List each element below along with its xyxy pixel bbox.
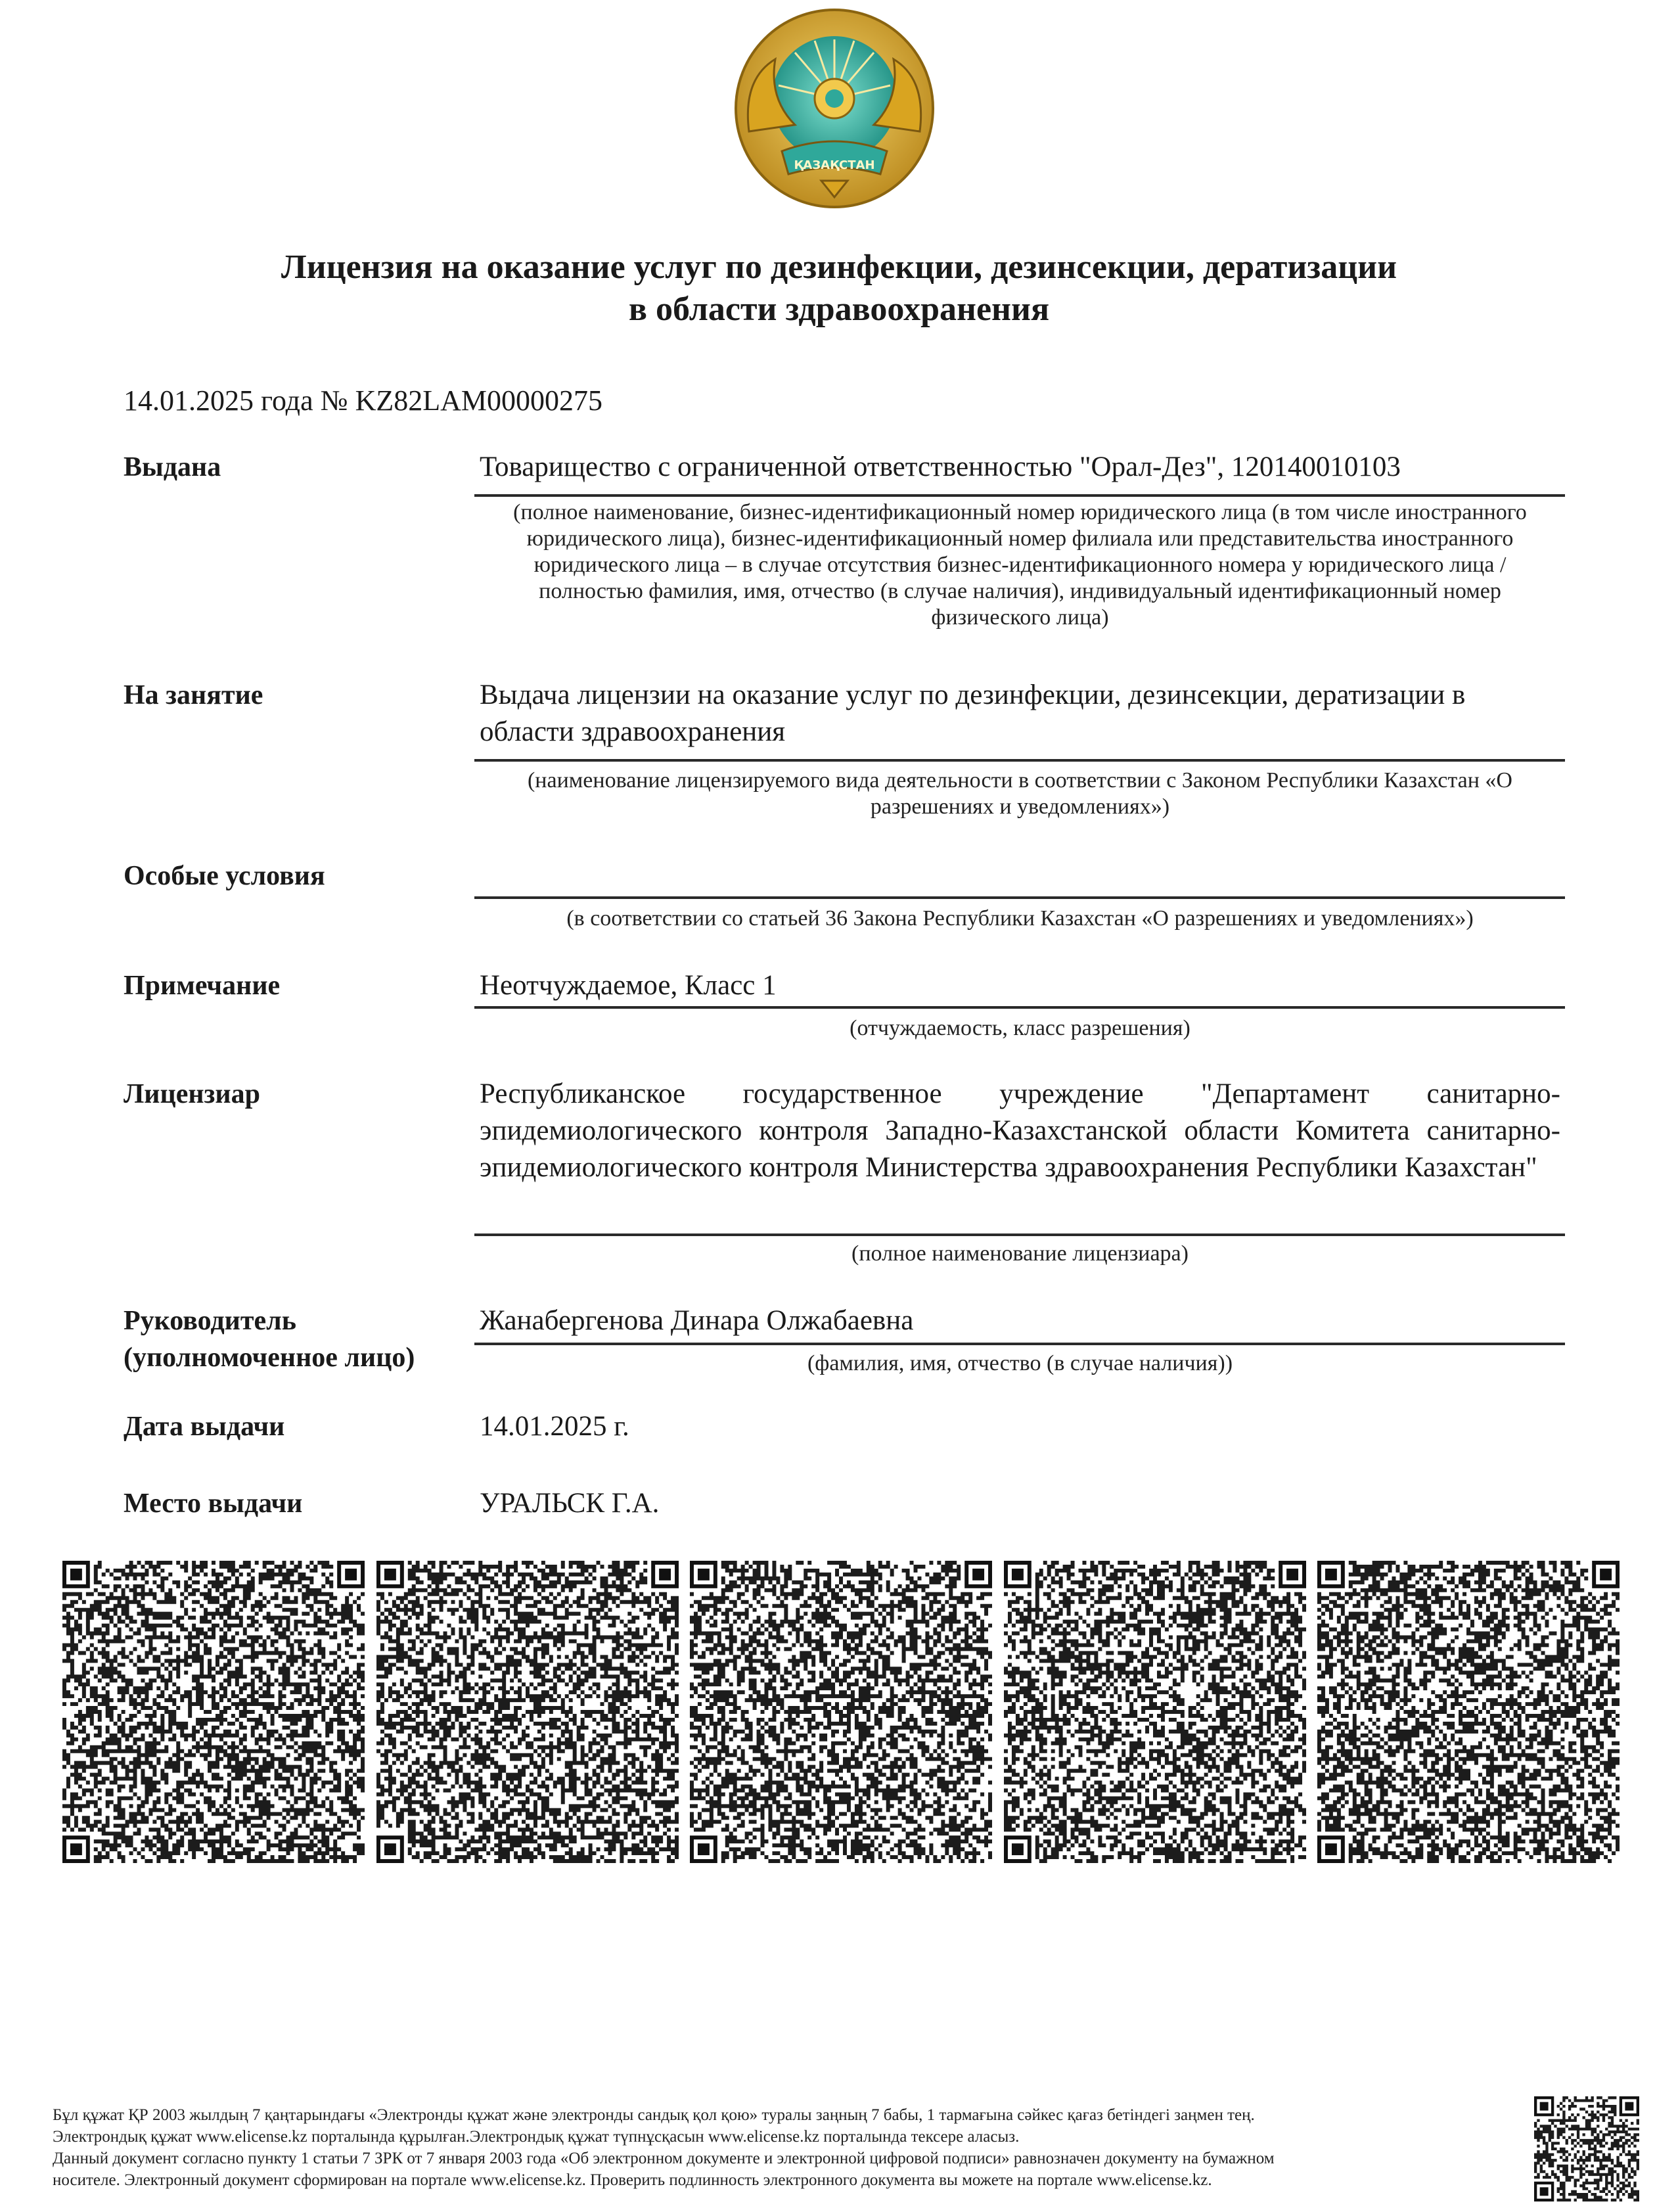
state-emblem [723, 0, 946, 220]
qr-code-4 [1004, 1561, 1306, 1863]
licensor-value: Республиканское государственное учреждение "Департамент санитарно-эпидемиологического контроля Западно-Казахстанской области Комитета санитарно-эпидемиологического контроля Министерства здравоохранения Республики Казахстан" [480, 1078, 1560, 1183]
issued-to-label: Выдана [124, 452, 221, 482]
qr-code-row [62, 1561, 1620, 1863]
licensor-hint: (полное наименование лицензиара) [851, 1241, 1189, 1266]
footer-line-1: Бұл құжат ҚР 2003 жылдың 7 қаңтарындағы «Электронды құжат және электронды сандық қол қою» туралы заңның 7 бабы, 1 тармағына сәйкес қағаз бетіндегі заңмен тең. [53, 2106, 1255, 2124]
issue-place-value: УРАЛЬСК Г.А. [480, 1488, 660, 1519]
head-rule [474, 1343, 1565, 1345]
activity-rule [474, 759, 1565, 762]
footer-line-4: носителе. Электронный документ сформирован на портале www.elicense.kz. Проверить подлинность электронного документа вы можете на портале www.elicense.kz. [53, 2171, 1212, 2189]
special-conditions-hint: (в соответствии со статьей 36 Закона Республики Казахстан «О разрешениях и уведомлениях») [566, 906, 1474, 931]
qr-code-3 [690, 1561, 992, 1863]
note-hint: (отчуждаемость, класс разрешения) [850, 1016, 1190, 1040]
head-label-line-2: (уполномоченное лицо) [124, 1343, 415, 1373]
footer-qr-code [1534, 2096, 1639, 2201]
footer-line-2: Электрондық құжат www.elicense.kz порталында құрылған.Электрондық құжат түпнұсқасын www.elicense.kz порталында тексере аласыз. [53, 2128, 1020, 2146]
footer-line-3: Данный документ согласно пункту 1 статьи 7 ЗРК от 7 января 2003 года «Об электронном документе и электронной цифровой подписи» равнозначен документу на бумажном [53, 2150, 1275, 2167]
legal-footer [53, 2104, 1498, 2191]
title-line-2: в области здравоохранения [628, 290, 1050, 328]
head-label-line-1: Руководитель [124, 1306, 296, 1336]
special-conditions-rule [474, 896, 1565, 899]
issued-to-value: Товарищество с ограниченной ответственностью "Орал-Дез", 120140010103 [480, 451, 1401, 482]
qr-code-5 [1317, 1561, 1620, 1863]
qr-code-2 [376, 1561, 679, 1863]
head-value: Жанабергенова Динара Олжабаевна [480, 1305, 914, 1336]
document-number: 14.01.2025 года № KZ82LAM00000275 [124, 384, 603, 417]
issue-place-label: Место выдачи [124, 1488, 303, 1519]
activity-value: Выдача лицензии на оказание услуг по дезинфекции, дезинсекции, дератизации в области здравоохранения [480, 680, 1466, 747]
special-conditions-label: Особые условия [124, 861, 325, 891]
head-label [124, 1302, 415, 1376]
document-title [131, 246, 1547, 331]
licensor-rule [474, 1233, 1565, 1236]
title-line-1: Лицензия на оказание услуг по дезинфекции, дезинсекции, дератизации [281, 248, 1397, 286]
note-label: Примечание [124, 971, 281, 1001]
activity-label: На занятие [124, 680, 263, 710]
head-hint: (фамилия, имя, отчество (в случае наличия)) [807, 1351, 1233, 1375]
licensor-label: Лицензиар [124, 1079, 260, 1109]
issue-date-value: 14.01.2025 г. [480, 1411, 629, 1442]
issue-date-label: Дата выдачи [124, 1412, 285, 1442]
note-value: Неотчуждаемое, Класс 1 [480, 970, 777, 1001]
issued-to-rule [474, 494, 1565, 497]
qr-code-1 [62, 1561, 365, 1863]
activity-hint: (наименование лицензируемого вида деятельности в соответствии с Законом Республики Казахстан «О разрешениях и уведомлениях») [527, 768, 1512, 819]
note-rule [474, 1006, 1565, 1009]
svg-text:ҚАЗАҚСТАН: ҚАЗАҚСТАН [794, 158, 875, 172]
issued-to-hint: (полное наименование, бизнес-идентификационный номер юридического лица (в том числе иностранного юридического лица), бизнес-идентификационный номер филиала или представительства иностранного юридического лица – в случае отсутствия бизнес-идентификационного номера у юридического лица / полностью фамилия, имя, отчество (в случае наличия), индивидуальный идентификационный номер физического лица) [513, 500, 1527, 630]
